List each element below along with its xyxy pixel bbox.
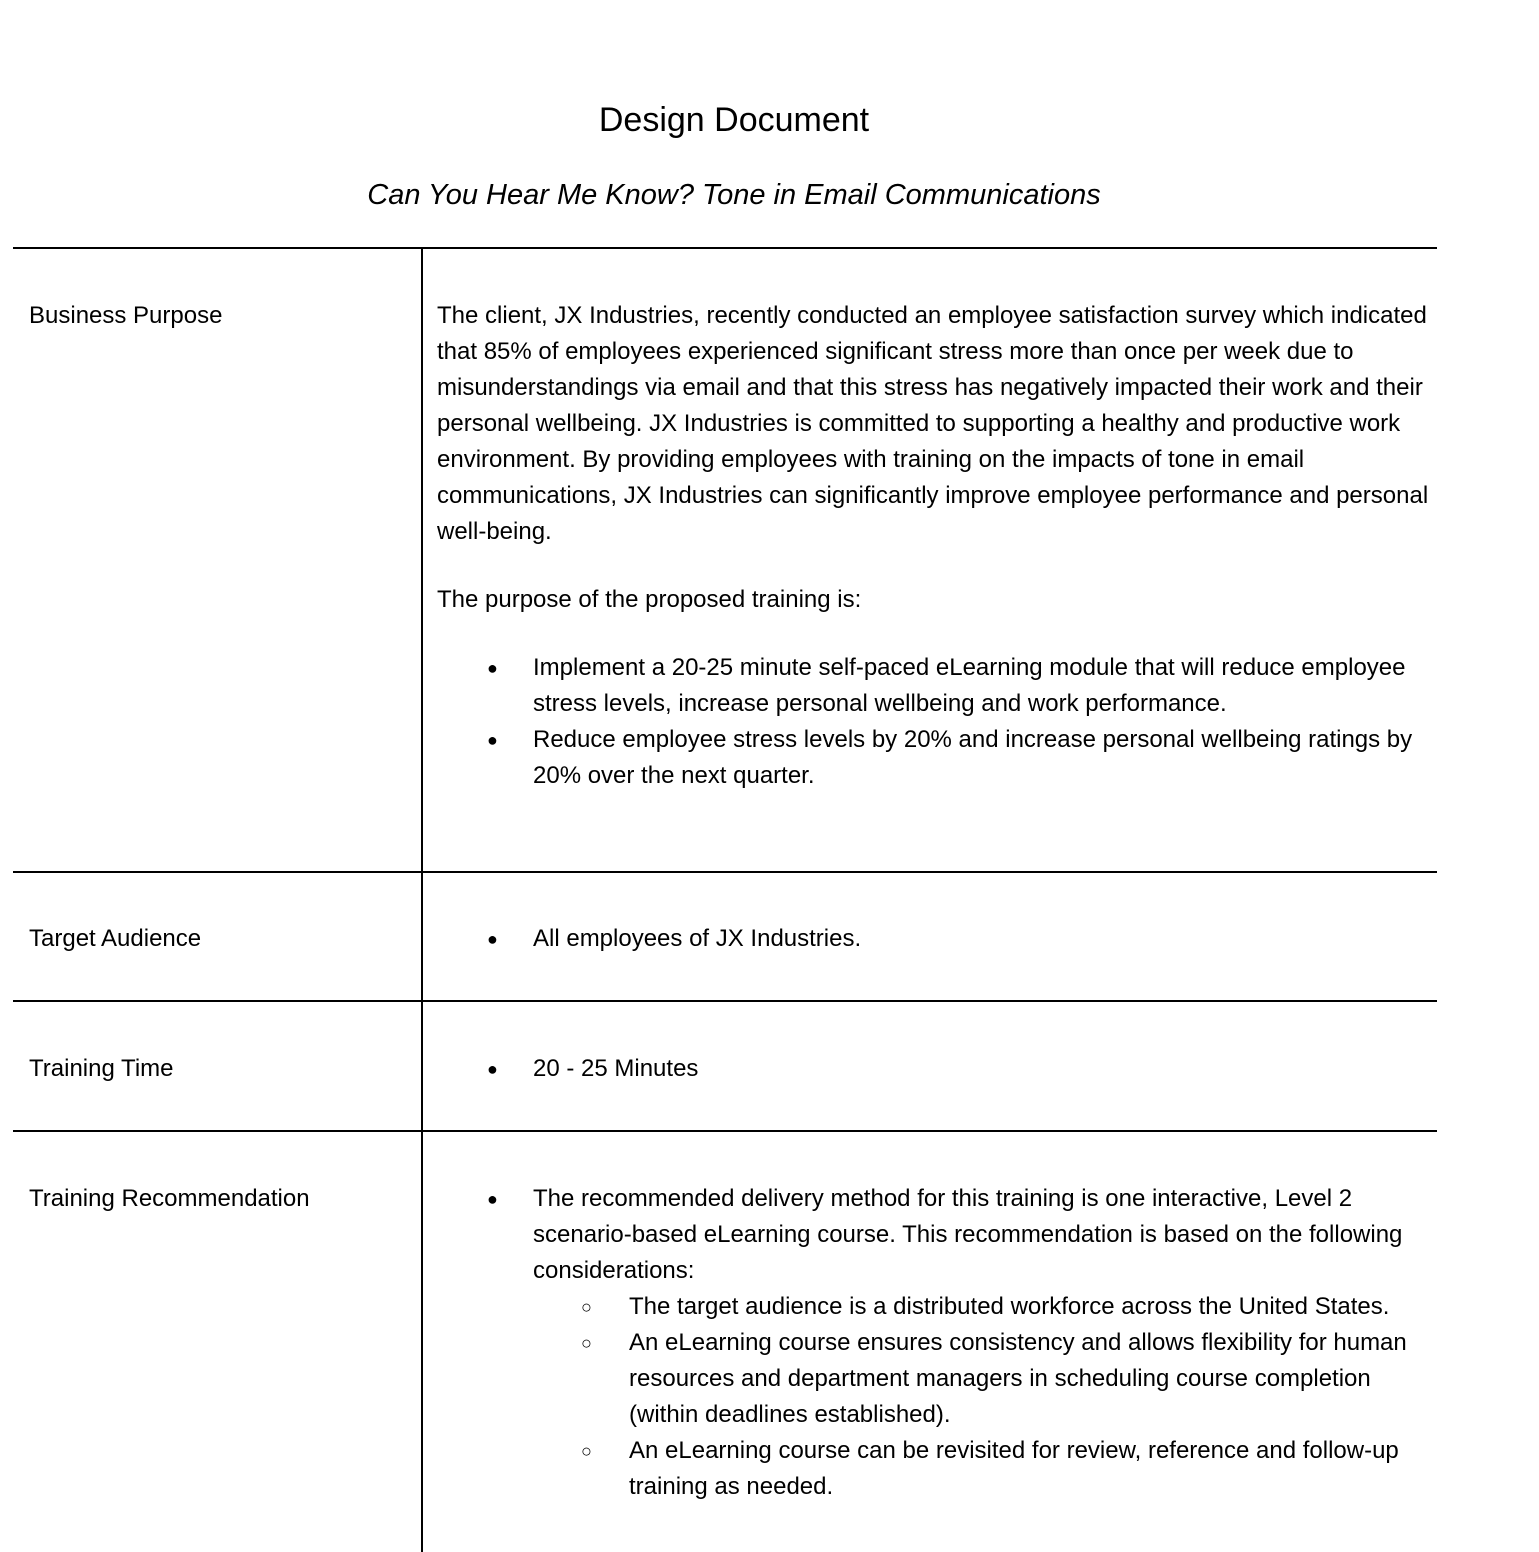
list-item-text: Implement a 20-25 minute self-paced eLearning module that will reduce employee stress levels, increase personal wellbeing and work performance. [533,654,1406,717]
bullet-filled-icon: ● [487,1189,498,1209]
document-title: Design Document [598,101,870,139]
row-label: Target Audience [29,925,202,952]
row-label: Training Time [29,1055,174,1082]
sub-bullet-list [533,1289,1432,1505]
bullet-filled-icon: ● [487,658,498,678]
row-divider [13,871,1437,873]
list-item [437,722,1432,794]
bullet-list [437,1181,1432,1505]
list-item-text: All employees of JX Industries. [533,925,862,952]
list-item [437,921,1432,957]
bullet-list [437,650,1432,794]
sub-list-item [533,1325,1432,1433]
bullet-filled-icon: ● [487,1059,498,1079]
row-content [437,1181,1432,1505]
bullet-filled-icon: ● [487,929,498,949]
row-label: Business Purpose [29,302,223,329]
sub-list-item-text: An eLearning course ensures consistency and allows flexibility for human resources and department managers in scheduling course completion (within deadlines established). [629,1329,1407,1428]
table-border-top [13,247,1437,249]
sub-list-item [533,1289,1432,1325]
bullet-list [437,921,1432,957]
list-item-text: Reduce employee stress levels by 20% and increase personal wellbeing ratings by 20% over the next quarter. [533,726,1413,789]
bullet-hollow-icon: ○ [581,1333,592,1353]
list-item [437,1181,1432,1505]
bullet-hollow-icon: ○ [581,1441,592,1461]
paragraph: The client, JX Industries, recently conducted an employee satisfaction survey which indicated that 85% of employees experienced significant stress more than once per week due to misunderstandings via email and that this stress has negatively impacted their work and their personal wellbeing. JX Industries is committed to supporting a healthy and productive work environment. By providing employees with training on the impacts of tone in email communications, JX Industries can significantly improve employee performance and personal well-being. [437,302,1429,545]
list-item-text: The recommended delivery method for this training is one interactive, Level 2 scenario-based eLearning course. This recommendation is based on the following considerations: [533,1185,1403,1284]
row-label: Training Recommendation [29,1185,310,1212]
sub-list-item-text: The target audience is a distributed workforce across the United States. [629,1293,1390,1320]
row-content [437,921,1432,957]
bullet-filled-icon: ● [487,730,498,750]
row-content [437,1051,1432,1087]
sub-list-item [533,1433,1432,1505]
paragraph: The purpose of the proposed training is: [437,586,862,613]
list-item [437,650,1432,722]
bullet-hollow-icon: ○ [581,1297,592,1317]
sub-list-item-text: An eLearning course can be revisited for review, reference and follow-up training as needed. [629,1437,1399,1500]
bullet-list [437,1051,1432,1087]
row-divider [13,1000,1437,1002]
list-item-text: 20 - 25 Minutes [533,1055,699,1082]
row-divider [13,1130,1437,1132]
document-subtitle: Can You Hear Me Know? Tone in Email Communications [367,179,1101,211]
column-divider [421,247,423,1552]
list-item [437,1051,1432,1087]
row-content [437,298,1432,794]
